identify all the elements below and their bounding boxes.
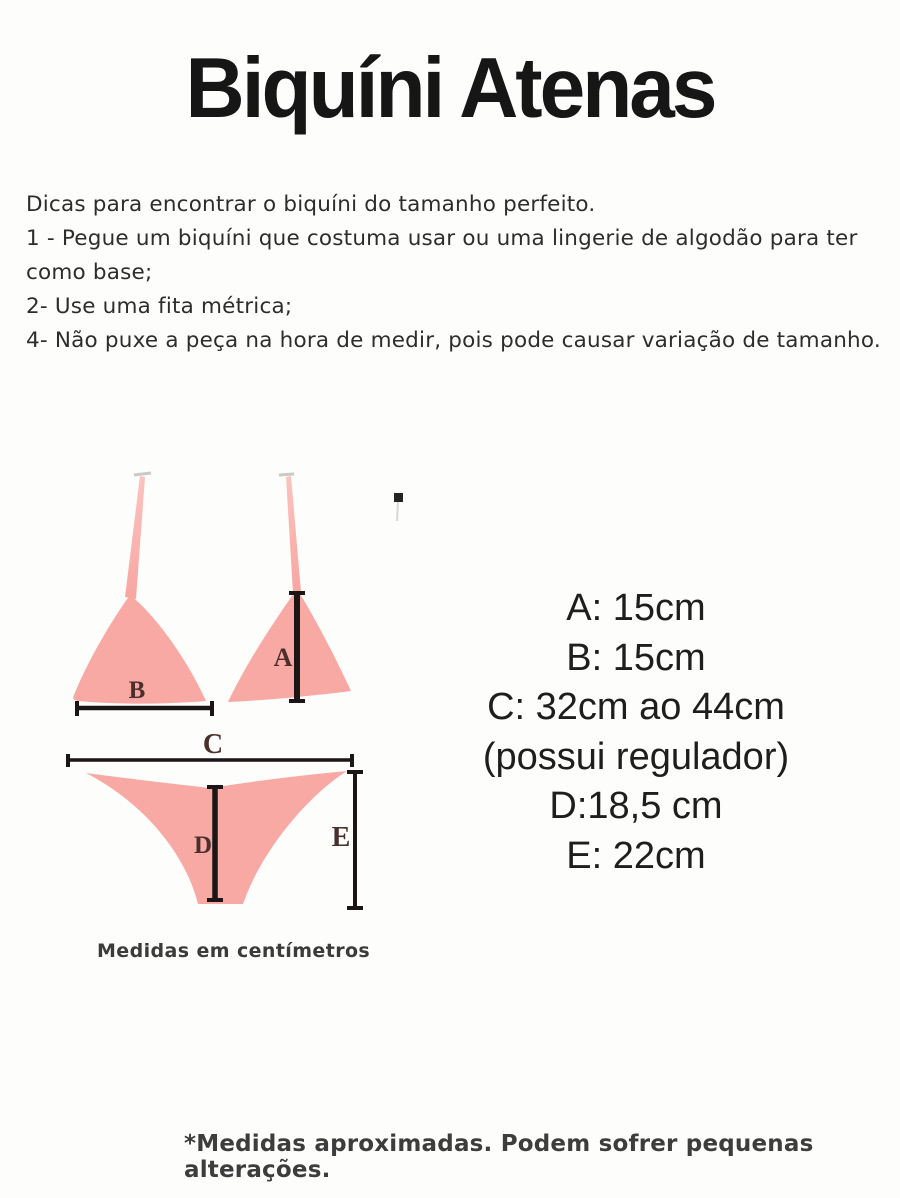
- bikini-top-right-strap: [286, 476, 301, 593]
- page-title: Biquíni Atenas: [185, 41, 715, 136]
- measurement-d: D:18,5 cm: [549, 785, 723, 827]
- tip-item-2: 2- Use uma fita métrica;: [26, 294, 293, 319]
- label-a: A: [273, 643, 293, 672]
- measurement-c: C: 32cm ao 44cm: [487, 686, 785, 728]
- label-c: C: [202, 729, 224, 760]
- footnote: *Medidas aproximadas. Podem sofrer pequenas alterações.: [184, 1131, 814, 1183]
- measurement-c-note: (possui regulador): [482, 735, 790, 778]
- label-b: B: [128, 677, 146, 704]
- bikini-measurement-diagram: [50, 455, 450, 975]
- label-e: E: [331, 822, 351, 853]
- measurement-e: E: 22cm: [566, 834, 706, 877]
- right-strap-tie-mark: [279, 474, 294, 475]
- measurement-a: A: 15cm: [566, 587, 706, 629]
- label-d: D: [193, 832, 213, 859]
- diagram-caption: Medidas em centímetros: [97, 940, 371, 962]
- tips-intro: Dicas para encontrar o biquíni do tamanho perfeito.: [26, 192, 596, 217]
- measurement-b: B: 15cm: [566, 636, 706, 679]
- tip-item-3: 4- Não puxe a peça na hora de medir, pois pode causar variação de tamanho.: [26, 328, 881, 353]
- left-strap-tie-mark: [134, 473, 151, 475]
- tips-block: [26, 188, 884, 358]
- measurement-list: [400, 584, 872, 881]
- figure-1-mark: [394, 493, 403, 521]
- tip-item-1: 1 - Pegue um biquíni que costuma usar ou uma lingerie de algodão para ter como base;: [26, 226, 858, 285]
- bikini-top-left-strap: [125, 476, 145, 599]
